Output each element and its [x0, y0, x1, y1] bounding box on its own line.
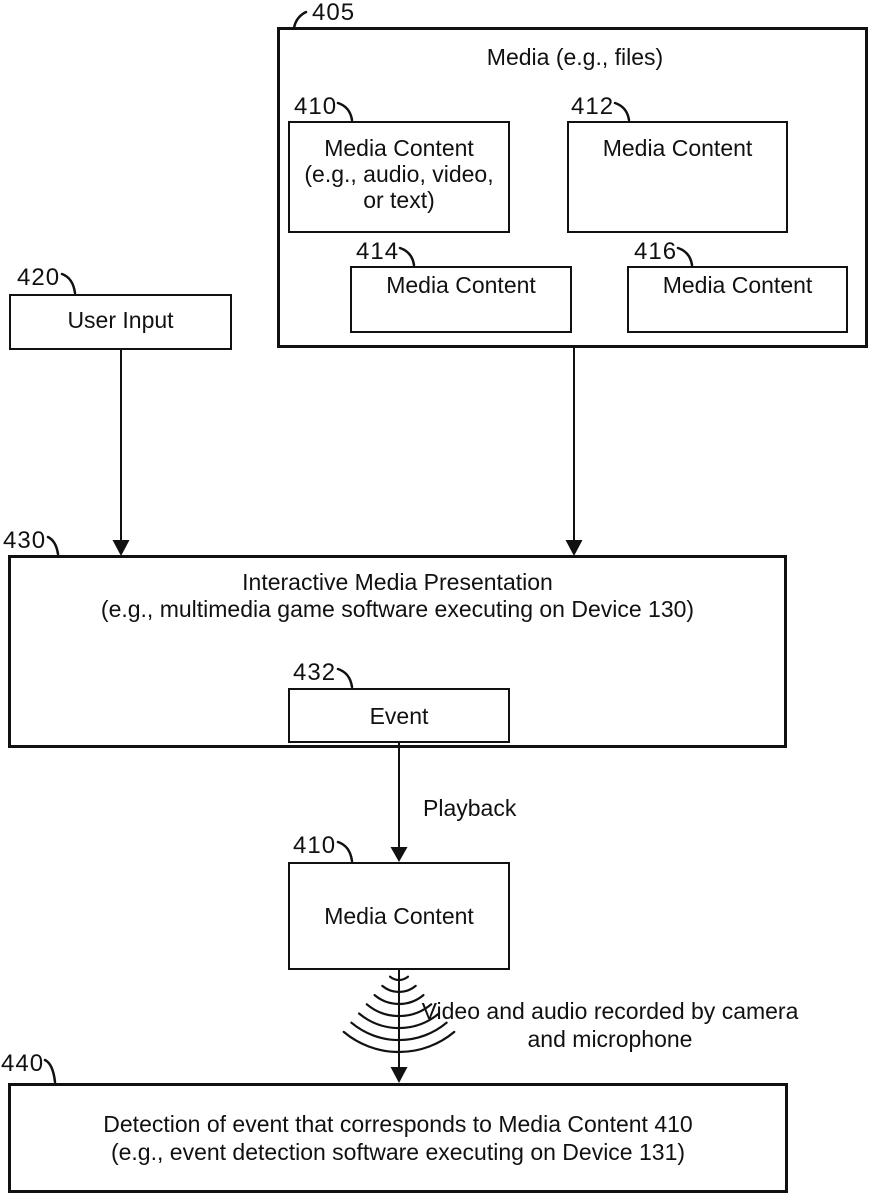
media-content-412-label: Media Content [602, 135, 753, 161]
media-content-416-label: Media Content [662, 272, 813, 298]
media-content-playback-label: Media Content [324, 903, 474, 929]
ref-410-top: 410 [294, 93, 338, 120]
ref-414: 414 [356, 238, 400, 265]
ref-420: 420 [17, 264, 61, 291]
playback-annotation: Playback [423, 795, 517, 821]
user-input-label: User Input [67, 307, 174, 333]
leader-405 [294, 12, 306, 28]
ref-432: 432 [293, 659, 337, 686]
arrow-media-to-presentation [566, 348, 583, 556]
leader-410-playback [338, 842, 352, 861]
media-group-title: Media (e.g., files) [486, 44, 664, 70]
recording-annotation: Video and audio recorded by camera and microphone [421, 998, 799, 1052]
ref-430: 430 [3, 527, 47, 554]
arrow-user-input-to-presentation [113, 350, 130, 556]
media-content-414-label: Media Content [386, 272, 536, 298]
ref-410-playback: 410 [293, 832, 337, 859]
event-label: Event [369, 703, 429, 729]
leader-440 [45, 1060, 55, 1082]
arrow-event-to-media-content [391, 743, 408, 862]
ref-405: 405 [312, 0, 356, 26]
arrow-media-content-to-detection [391, 970, 408, 1083]
ref-412: 412 [571, 93, 615, 120]
detection-label: Detection of event that corresponds to Media Content 410 (e.g., event detection software executing on Device 131) [103, 1111, 693, 1165]
ref-440: 440 [1, 1050, 45, 1077]
leader-420 [62, 274, 75, 293]
media-content-410-label: Media Content (e.g., audio, video, or text) [304, 135, 494, 213]
ref-416: 416 [634, 238, 678, 265]
leader-430 [48, 537, 58, 554]
presentation-label: Interactive Media Presentation (e.g., multimedia game software executing on Device 130) [100, 569, 695, 622]
